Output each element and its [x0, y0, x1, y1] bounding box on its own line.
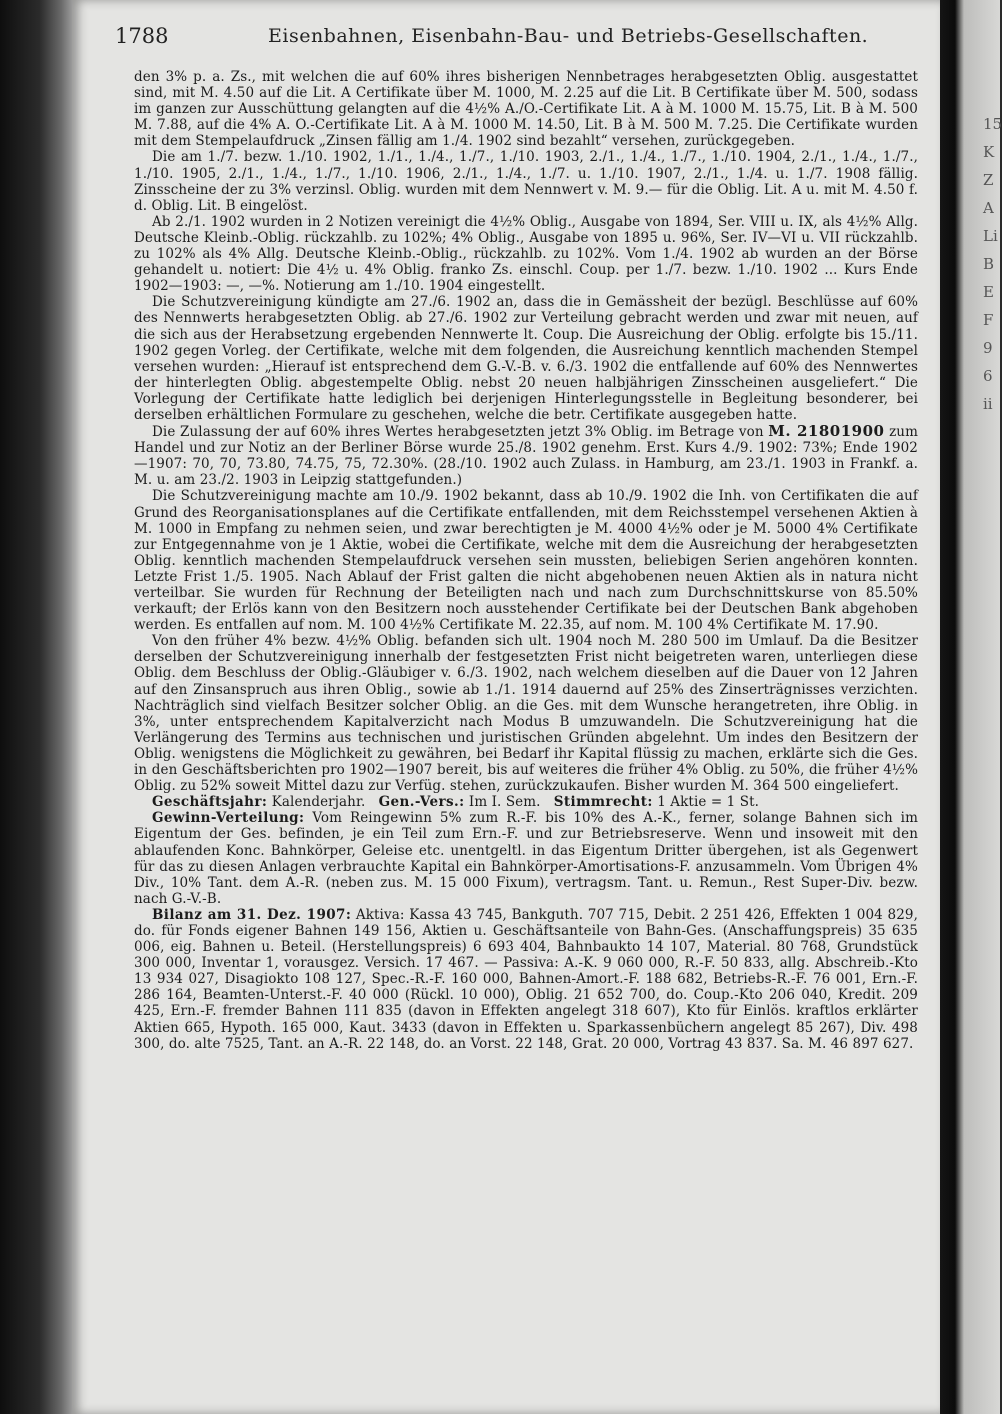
- paragraph-bilanz: [134, 907, 918, 1052]
- paragraph: Die Schutzvereinigung kündigte am 27./6. 1902 an, dass die in Gemässheit der bezügl. Beschlüsse auf 60% des Nennwerts herabgesetzten Oblig. ab 27./6. 1902 zur Verteilung gebracht werden und zwar mit neuen, auf die sich aus der Herabsetzung ergebenden Nennwerte lt. Coup. Die Ausreichung der Oblig. erfolgte bis 15./11. 1902 gegen Vorleg. der Certifikate, welche mit dem folgenden, die Ausreichung kenntlich machenden Stempel versehen wurden: „Hierauf ist entsprechend dem G.-V.-B. v. 6./3. 1902 die entfallende auf 60% des Nennwertes der hinterlegten Oblig. abgestempelte Oblig. nebst 20 neuen halbjährigen Zinsscheinen ausgeliefert.“ Die Vorlegung der Certifikate hatte lediglich bei derjenigen Hinterlegungsstelle in Begleitung besonderer, bei derselben erhältlichen Formulare zu geschehen, welche die betr. Certifikate ausgegeben hatte.: [134, 294, 918, 423]
- value-stimmrecht: 1 Aktie = 1 St.: [657, 794, 759, 811]
- paragraph: Die am 1./7. bezw. 1./10. 1902, 1./1., 1./4., 1./7., 1./10. 1903, 2./1., 1./4., 1./7., 1./10. 1904, 2./1., 1./4., 1./7., 1./10. 1905, 2./1., 1./4., 1./7., 1./10. 1906, 2./1., 1./4., 1./7. u. 1./10. 1907, 2./1., 1./4. u. 1./7. 1908 fällig. Zinsscheine der zu 3% verzinsl. Oblig. wurden mit dem Nennwert v. M. 9.— für die Oblig. Lit. A u. mit M. 4.50 f. d. Oblig. Lit. B eingelöst.: [134, 149, 918, 214]
- book-spine-shadow: [0, 0, 72, 1414]
- paragraph-admission: [134, 423, 918, 488]
- paragraph: Die Schutzvereinigung machte am 10./9. 1902 bekannt, dass ab 10./9. 1902 die Inh. von Certifikaten die auf Grund des Reorganisationsplanes auf die Certifikate entfallenden, mit dem Reichsstempel versehenen Aktien à M. 1000 in Empfang zu nehmen seien, und zwar berechtigten je M. 4000 4½% oder je M. 5000 4% Certifikate zur Entgegennahme von je 1 Aktie, wobei die Certifikate, welche mit dem die Ausreichung der herabgesetzten Oblig. kenntlich machenden Stempelaufdruck versehen sein mussten, beliebigen Serien angehören konnten. Letzte Frist 1./5. 1905. Nach Ablauf der Frist galten die nicht abgehobenen neuen Aktien als in natura nicht verteilbar. Sie wurden für Rechnung der Beteiligten nach und nach zum Durchschnittskurse von 85.50% verkauft; der Erlös kann von den Besitzern noch ausstehender Certifikate bei der Deutschen Bank abgehoben werden. Es entfallen auf nom. M. 100 4½% Certifikate M. 22.35, auf nom. M. 100 4% Certifikate M. 17.90.: [134, 488, 918, 634]
- value-gen-vers: Im I. Sem.: [468, 794, 541, 811]
- label-gewinn-verteilung: Gewinn-Verteilung:: [152, 810, 305, 827]
- paragraph: den 3% p. a. Zs., mit welchen die auf 60% ihres bisherigen Nennbetrages herabgesetzten Oblig. ausgestattet sind, mit M. 4.50 auf die Lit. A Certifikate über M. 1000, M. 2.25 auf die Lit. B Certifikate über M. 500, sodass im ganzen zur Ausschüttung gelangten auf die 4½% A./O.-Certifikate Lit. A à M. 1000 M. 15.75, Lit. B à M. 500 M. 7.88, auf die 4% A. O.-Certifikate Lit. A à M. 1000 M. 14.50, Lit. B à M. 500 M. 7.25. Die Certifikate wurden mit dem Stempelaufdruck „Zinsen fällig am 1./4. 1902 sind bezahlt“ versehen, zurückgegeben.: [134, 69, 918, 150]
- page-header: [115, 24, 935, 54]
- paragraph-gewinn-verteilung: [134, 810, 918, 907]
- paragraph: Ab 2./1. 1902 wurden in 2 Notizen vereinigt die 4½% Oblig., Ausgabe von 1894, Ser. VIII u. IX, als 4½% Allg. Deutsche Kleinb.-Oblig. rückzahlb. zu 102%; 4% Oblig., Ausgabe von 1895 u. 96%, Ser. IV—VI u. VII rückzahlb. zu 102% als 4% Allg. Deutsche Kleinb.-Oblig., rückzahlb. zu 102%. Vom 1./4. 1902 ab wurden an der Börse gehandelt u. notiert: Die 4½ u. 4% Oblig. franko Zs. einschl. Coup. per 1./7. bezw. 1./10. 1902 ... Kurs Ende 1902—1903: —, —%. Notierung am 1./10. 1904 eingestellt.: [134, 213, 918, 295]
- label-geschaeftsjahr: Geschäftsjahr:: [152, 794, 268, 811]
- paragraph-meta: [134, 794, 918, 810]
- text-gewinn-verteilung: Vom Reingewinn 5% zum R.-F. bis 10% des A.-K., ferner, solange Bahnen sich im Eigentum der Ges. befinden, je ein Teil zum Ern.-F. und zur Betriebsreserve. Wenn und insoweit mit den ablaufenden Konc. Bahnkörper, Geleise etc. unentgeltl. in das Eigentum Dritter übergehen, ist als Gegenwert für das zu diesen Anlagen verbrauchte Kapital ein Bahnkörper-Amortisations-F. anzusammeln. Vom Übrigen 4% Div., 10% Tant. dem A.-R. (neben zus. M. 15 000 Fixum), vertragsm. Tant. u. Remun., Rest Super-Div. bezw. nach G.-V.-B.: [134, 810, 918, 907]
- label-stimmrecht: Stimmrecht:: [553, 794, 653, 811]
- admission-amount: M. 21801900: [768, 422, 885, 441]
- value-geschaeftsjahr: Kalenderjahr.: [271, 794, 366, 811]
- admission-intro: Die Zulassung der auf 60% ihres Wertes herabgesetzten jetzt 3% Oblig. im Betrage von: [152, 424, 764, 441]
- page-number: 1788: [115, 24, 169, 48]
- admission-text: zum Handel und zur Notiz an der Berliner Börse wurde 25./8. 1902 genehm. Erst. Kurs 4./9. 1902: 73%; Ende 1902—1907: 70, 70, 73.80, 74.75, 75, 72.30%. (28./10. 1902 auch Zulass. in Hamburg, am 23./1. 1903 in Frankf. a. M. u. am 23./2. 1903 in Leipzig stattgefunden.): [134, 424, 918, 489]
- document-body: [134, 69, 918, 1052]
- running-title: Eisenbahnen, Eisenbahn-Bau- und Betriebs-Gesellschaften.: [268, 25, 869, 47]
- text-bilanz: Aktiva: Kassa 43 745, Bankguth. 707 715, Debit. 2 251 426, Effekten 1 004 829, do. für Fonds eigener Bahnen 149 156, Aktien u. Geschäftsanteile von Bahn-Ges. (Anschaffungspreis) 35 635 006, eig. Bahnen u. Beteil. (Herstellungspreis) 6 693 404, Bahnbaukto 14 107, Material. 80 768, Grundstück 300 000, Inventar 1, vorausgez. Versich. 17 467. — Passiva: A.-K. 9 060 000, R.-F. 50 833, allg. Abschreib.-Kto 13 934 027, Disagiokto 108 127, Spec.-R.-F. 160 000, Bahnen-Amort.-F. 188 682, Betriebs-R.-F. 76 001, Ern.-F. 286 164, Beamten-Unterst.-F. 40 000 (Rückl. 10 000), Oblig. 21 652 700, do. Coup.-Kto 206 040, Kredit. 209 425, Ern.-F. fremder Bahnen 111 835 (davon in Effekten angelegt 318 607), Kto für Einlös. kraftlos erklärter Aktien 665, Hypoth. 165 000, Kaut. 3433 (davon in Effekten u. Sparkassenbüchern angelegt 85 267), Div. 498 300, do. alte 7525, Tant. an A.-R. 22 148, do. an Vorst. 22 148, Grat. 20 000, Vortrag 43 837. Sa. M. 46 897 627.: [134, 906, 918, 1052]
- facing-page-text-fragments: 15 K Z A Li B E F 9 6 ii: [983, 115, 1002, 413]
- label-gen-vers: Gen.-Vers.:: [378, 794, 465, 811]
- paragraph: Von den früher 4% bezw. 4½% Oblig. befanden sich ult. 1904 noch M. 280 500 im Umlauf. Da die Besitzer derselben der Schutzvereinigung innerhalb der festgesetzten Frist nicht beigetreten waren, unterliegen diese Oblig. dem Beschluss der Oblig.-Gläubiger v. 6./3. 1902, nach welchem dieselben auf die Dauer von 12 Jahren auf den Zinsanspruch aus ihren Oblig., sowie ab 1./1. 1914 dauernd auf 25% des Zinserträgnisses verzichten. Nachträglich sind vielfach Besitzer solcher Oblig. an die Ges. mit dem Wunsche herangetreten, ihre Oblig. in 3%, unter entsprechendem Kapitalverzicht nach Modus B umzuwandeln. Die Schutzvereinigung hat die Verlängerung des Termins aus technischen und juristischen Gründen abgelehnt. Um indes den Besitzern der Oblig. wenigstens die Möglichkeit zu gewähren, bei Bedarf ihr Kapital flüssig zu machen, erklärte sich die Ges. in den Geschäftsberichten pro 1902—1907 bereit, bis auf weiteres die früher 4% Oblig. zu 50%, die früher 4½% Oblig. zu 52% soweit Mittel dazu zur Verfüg. stehen, zurückzukaufen. Bisher wurden M. 364 500 eingeliefert.: [134, 633, 918, 795]
- label-bilanz: Bilanz am 31. Dez. 1907:: [152, 906, 352, 923]
